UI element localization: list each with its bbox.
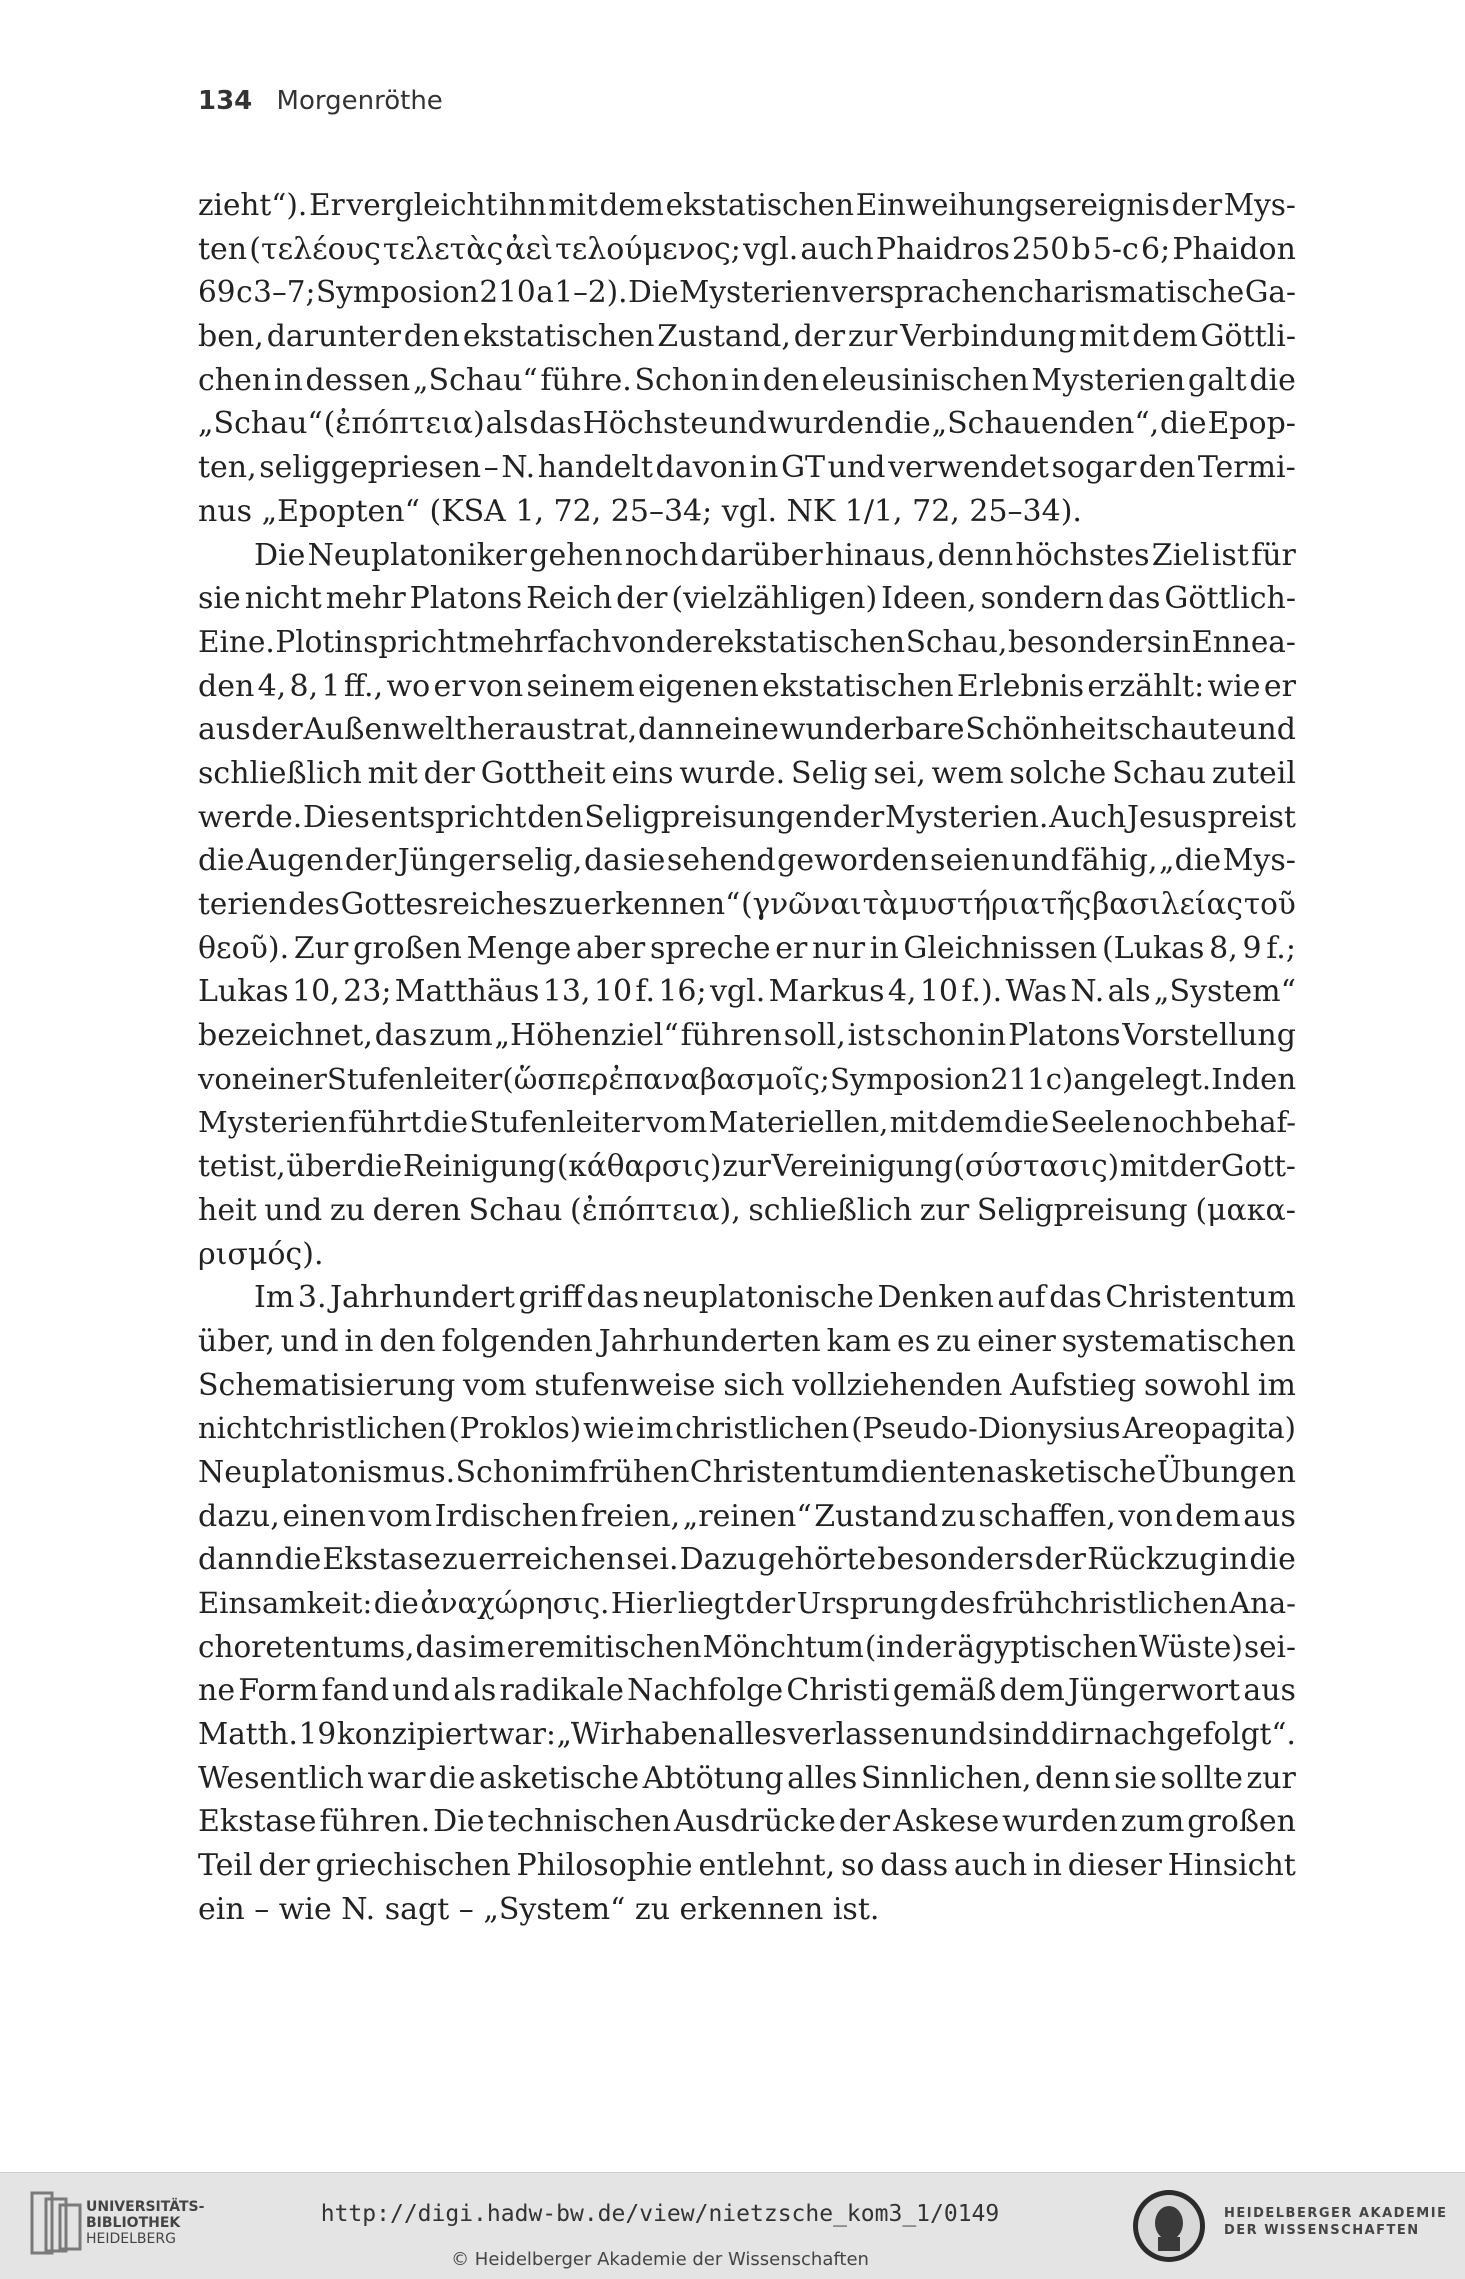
academy-line-2: DER WISSENSCHAFTEN: [1224, 2223, 1420, 2238]
text-line: Teil der griechischen Philosophie entlehnt, so dass auch in dieser Hinsicht: [198, 1848, 1296, 1884]
text-line: Lukas 10, 23; Matthäus 13, 10 f. 16; vgl. Markus 4, 10 f.). Was N. als „System“: [198, 974, 1296, 1010]
page-number: 134: [198, 86, 253, 116]
text-line: Einsamkeit: die ἀναχώρησις. Hier liegt der Ursprung des frühchristlichen Ana-: [198, 1586, 1296, 1620]
text-line: choretentums, das im eremitischen Mönchtum (in der ägyptischen Wüste) sei-: [198, 1629, 1296, 1664]
text-line: nichtchristlichen (Proklos) wie im christlichen (Pseudo-Dionysius Areopagita): [198, 1411, 1296, 1446]
text-line: schließlich mit der Gottheit eins wurde. Selig sei, wem solche Schau zuteil: [198, 755, 1296, 791]
text-line: heit und zu deren Schau (ἐπόπτεια), schließlich zur Seligpreisung (μακα-: [198, 1192, 1296, 1228]
text-line: werde. Dies entspricht den Seligpreisungen der Mysterien. Auch Jesus preist: [198, 799, 1296, 835]
text-line: den 4, 8, 1 ff., wo er von seinem eigenen ekstatischen Erlebnis erzählt: wie er: [198, 668, 1296, 704]
university-library-name: [86, 2199, 204, 2247]
text-line: nus „Epopten“ (KSA 1, 72, 25–34; vgl. NK 1/1, 72, 25–34).: [198, 493, 1082, 529]
library-line-3: HEIDELBERG: [86, 2231, 176, 2247]
text-line: Neuplatonismus. Schon im frühen Christentum dienten asketische Übungen: [198, 1454, 1296, 1490]
text-line: tet ist, über die Reinigung (κάθαρσις) zur Vereinigung (σύστασις) mit der Gott-: [198, 1149, 1296, 1184]
permalink-url[interactable]: http://digi.hadw-bw.de/view/nietzsche_kom3_1/0149: [320, 2201, 1000, 2227]
text-line: Im 3. Jahrhundert griff das neuplatonische Denken auf das Christentum: [254, 1280, 1296, 1316]
text-line: Eine. Plotin spricht mehrfach von der ekstatischen Schau, besonders in Ennea-: [198, 624, 1296, 659]
text-line: Schematisierung vom stufenweise sich vollziehenden Aufstieg sowohl im: [198, 1367, 1296, 1403]
text-line: über, und in den folgenden Jahrhunderten kam es zu einer systematischen: [198, 1323, 1296, 1359]
text-line: ein – wie N. sagt – „System“ zu erkennen ist.: [198, 1891, 880, 1927]
academy-name: [1224, 2205, 1447, 2239]
text-line: Die Neuplatoniker gehen noch darüber hinaus, denn höchstes Ziel ist für: [254, 537, 1296, 573]
text-line: ten, seliggepriesen – N. handelt davon in GT und verwendet sogar den Termi-: [198, 450, 1296, 486]
copyright-notice: © Heidelberger Akademie der Wissenschaften: [451, 2249, 869, 2270]
text-line: Ekstase führen. Die technischen Ausdrücke der Askese wurden zum großen: [198, 1804, 1296, 1840]
text-line: aus der Außenwelt heraustrat, dann eine wunderbare Schönheit schaute und: [198, 712, 1296, 748]
text-line: dazu, einen vom Irdischen freien, „reinen“ Zustand zu schaffen, von dem aus: [198, 1498, 1296, 1534]
text-line: Mysterien führt die Stufenleiter vom Materiellen, mit dem die Seele noch behaf-: [198, 1105, 1296, 1140]
text-line: θεοῦ). Zur großen Menge aber spreche er nur in Gleichnissen (Lukas 8, 9 f.;: [198, 930, 1296, 966]
text-line: terien des Gottesreiches zu erkennen“ (γνῶναι τὰ μυστήρια τῆς βασιλείας τοῦ: [198, 887, 1296, 921]
footer-bar: [0, 2172, 1465, 2279]
text-line: Wesentlich war die asketische Abtötung alles Sinnlichen, denn sie sollte zur: [198, 1760, 1296, 1796]
text-line: ne Form fand und als radikale Nachfolge Christi gemäß dem Jüngerwort aus: [198, 1673, 1296, 1709]
text-line: ben, darunter den ekstatischen Zustand, der zur Verbindung mit dem Göttli-: [198, 319, 1296, 355]
running-header: [198, 86, 443, 116]
text-line: chen in dessen „Schau“ führe. Schon in den eleusinischen Mysterien galt die: [198, 362, 1296, 398]
library-line-2: BIBLIOTHEK: [86, 2215, 181, 2231]
text-line: bezeichnet, das zum „Höhenziel“ führen soll, ist schon in Platons Vorstellung: [198, 1018, 1296, 1054]
text-line: dann die Ekstase zu erreichen sei. Dazu gehörte besonders der Rückzug in die: [198, 1542, 1296, 1578]
body-text: [198, 184, 1296, 1932]
university-library-logo-icon: [28, 2189, 84, 2257]
library-line-1: UNIVERSITÄTS-: [86, 2199, 205, 2215]
text-line: „Schau“ (ἐπόπτεια) als das Höchste und wurden die „Schauenden“, die Epop-: [198, 406, 1296, 442]
text-line: ρισμός).: [198, 1236, 324, 1272]
text-line: Matth. 19 konzipiert war: „Wir haben alles verlassen und sind dir nachgefolgt“.: [198, 1717, 1296, 1752]
text-line: die Augen der Jünger selig, da sie sehend geworden seien und fähig, „die Mys-: [198, 843, 1296, 879]
text-line: zieht“). Er vergleicht ihn mit dem ekstatischen Einweihungsereignis der Mys-: [198, 188, 1296, 222]
academy-line-1: HEIDELBERGER AKADEMIE: [1224, 2206, 1448, 2221]
running-title: Morgenröthe: [276, 86, 443, 116]
academy-seal-icon: [1130, 2187, 1208, 2265]
text-line: ten (τελέους τελετὰς ἀεὶ τελούμενος; vgl. auch Phaidros 250 b 5-c 6; Phaidon: [198, 231, 1296, 267]
text-line: von einer Stufenleiter (ὥσπερ ἐπαναβασμοῖς; Symposion 211 c) angelegt. In den: [198, 1061, 1296, 1096]
text-line: 69 c 3–7; Symposion 210 a 1–2). Die Mysterien versprachen charismatische Ga-: [198, 275, 1296, 310]
text-line: sie nicht mehr Platons Reich der (vielzähligen) Ideen, sondern das Göttlich-: [198, 581, 1296, 617]
